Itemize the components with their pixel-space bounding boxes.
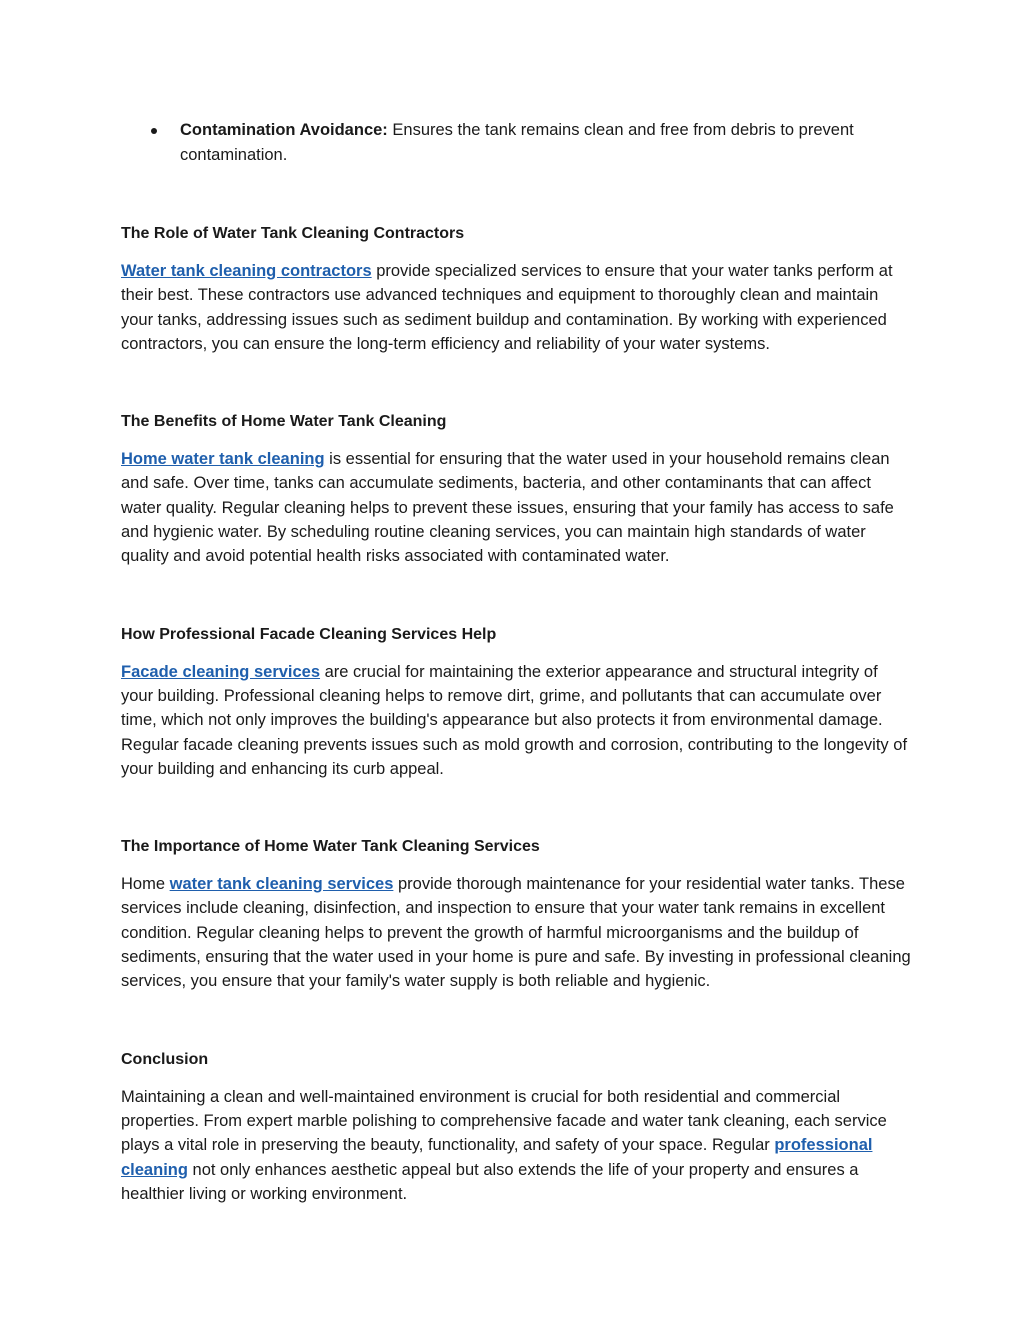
paragraph-text: provide specialized services to ensure that your water tanks perform at their best. These contractors use advanced techniques and equipment to thoroughly clean and maintain your tanks, addressing issues such as sediment buildup and contamination. By working with experienced contractors, you can ensure the long-term efficiency and reliability of your water systems. [121,262,893,353]
section-heading: The Role of Water Tank Cleaning Contractors [121,225,465,242]
section-paragraph [121,1085,911,1206]
bullet-item-contamination [121,118,911,168]
section-heading: How Professional Facade Cleaning Services Help [121,625,497,643]
link-water-tank-cleaning-contractors[interactable]: Water tank cleaning contractors [121,262,372,280]
section-paragraph [121,447,911,568]
section-paragraph [121,660,911,781]
paragraph-text: provide thorough maintenance for your residential water tanks. These services include cleaning, disinfection, and inspection to ensure that your water tank remains in excellent condition. Regular cleaning helps to prevent the growth of harmful microorganisms and the buildup of sediments, ensuring that the water used in your home is pure and safe. By investing in professional cleaning services, you ensure that your family's water supply is both reliable and hygienic. [121,875,911,991]
link-professional-cleaning[interactable]: professional cleaning [121,1136,873,1179]
section-paragraph [121,872,911,993]
section-paragraph [121,259,911,356]
paragraph-lead-text: Maintaining a clean and well-maintained environment is crucial for both residential and commercial properties. From expert marble polishing to comprehensive facade and water tank cleaning, each service plays a vital role in preserving the beauty, functionality, and safety of your space. Regular [121,1087,887,1155]
document-page [121,118,911,1206]
section-home-benefits [121,411,911,568]
bullet-dot-icon [151,128,157,134]
section-conclusion [121,1049,911,1206]
section-heading: The Benefits of Home Water Tank Cleaning [121,413,447,431]
link-facade-cleaning-services[interactable]: Facade cleaning services [121,662,321,681]
section-contractors [121,223,911,356]
section-heading: Conclusion [121,1050,209,1068]
section-facade [121,624,911,781]
section-importance [121,836,911,993]
paragraph-lead-text: Home [121,875,170,894]
link-water-tank-cleaning-services[interactable]: water tank cleaning services [169,875,394,894]
bullet-text: Ensures the tank remains clean and free from debris to prevent contamination. [180,121,854,164]
section-heading: The Importance of Home Water Tank Cleaning Services [121,838,540,856]
bullet-label: Contamination Avoidance: [180,121,388,139]
paragraph-text: are crucial for maintaining the exterior appearance and structural integrity of your building. Professional cleaning helps to remove dirt, grime, and pollutants that can accumulate over time, which not only improves the building's appearance but also protects it from environmental damage. Regular facade cleaning prevents issues such as mold growth and corrosion, contributing to the longevity of your building and enhancing its curb appeal. [121,662,908,778]
link-home-water-tank-cleaning[interactable]: Home water tank cleaning [121,450,325,469]
paragraph-text: not only enhances aesthetic appeal but also extends the life of your property and ensures a healthier living or working environment. [121,1160,859,1203]
paragraph-text: is essential for ensuring that the water used in your household remains clean and safe. Over time, tanks can accumulate sediments, bacteria, and other contaminants that can affect water quality. Regular cleaning helps to prevent these issues, ensuring that your family has access to safe and hygienic water. By scheduling routine cleaning services, you can maintain high standards of water quality and avoid potential health risks associated with contaminated water. [121,450,894,566]
